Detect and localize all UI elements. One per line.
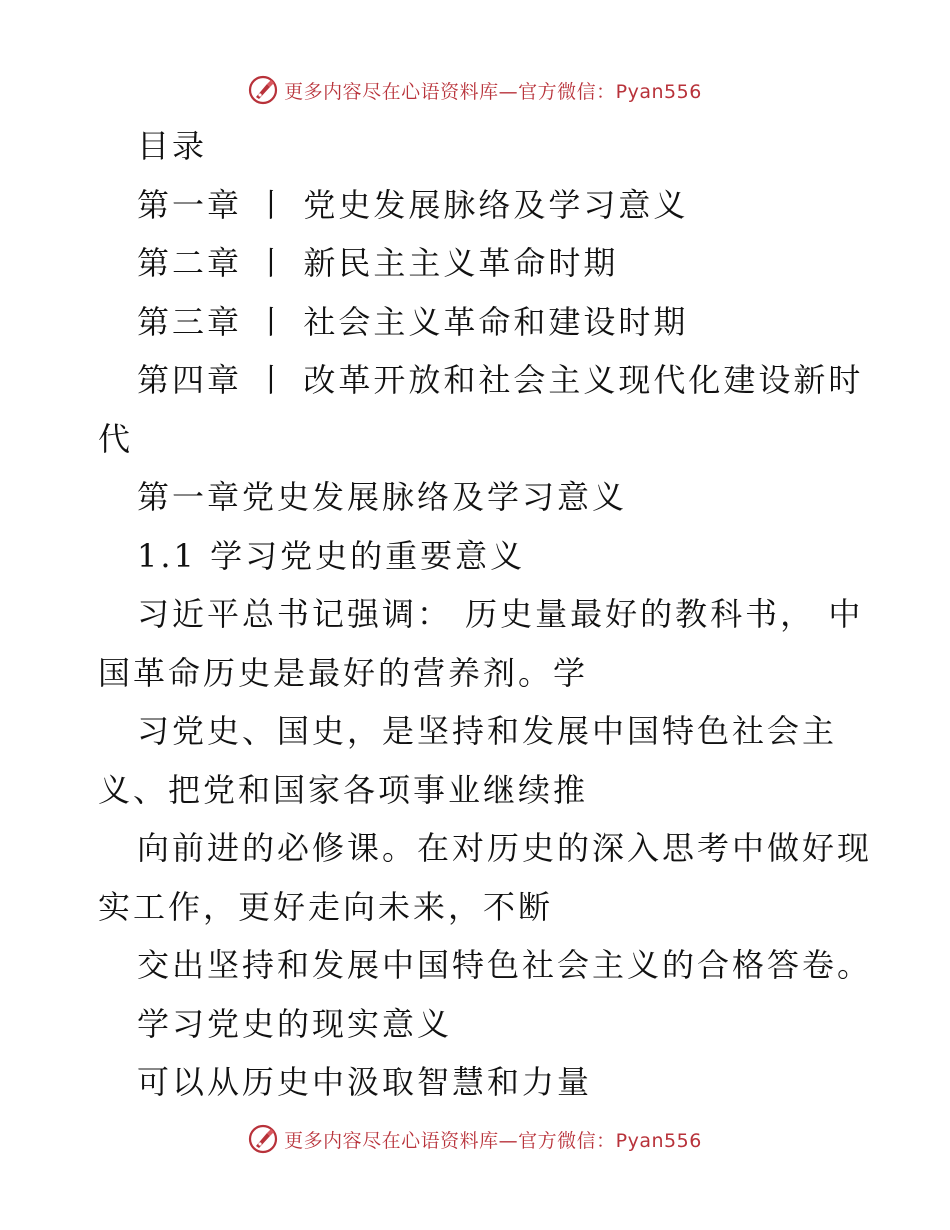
document-line: 交出坚持和发展中国特色社会主义的合格答卷。 — [137, 946, 873, 984]
header-watermark — [0, 72, 950, 108]
pen-nib-logo-icon — [248, 75, 278, 105]
document-line: 第一章党史发展脉络及学习意义 — [137, 478, 628, 516]
document-line: 国革命历史是最好的营养剂。学 — [98, 653, 589, 692]
document-line: 可以从历史中汲取智慧和力量 — [137, 1063, 593, 1101]
document-line: 第二章 丨 新民主主义革命时期 — [137, 244, 619, 282]
document-line: 习近平总书记强调： 历史量最好的教科书， 中 — [137, 595, 864, 633]
document-line: 实工作，更好走向未来，不断 — [98, 887, 554, 926]
document-line: 目录 — [137, 127, 208, 165]
document-line: 第四章 丨 改革开放和社会主义现代化建设新时 — [137, 361, 864, 399]
header-watermark-text: 更多内容尽在心语资料库—官方微信：Pyan556 — [284, 80, 702, 103]
document-line: 1.1 学习党史的重要意义 — [137, 536, 526, 575]
document-line: 第三章 丨 社会主义革命和建设时期 — [137, 302, 689, 341]
document-body — [98, 117, 873, 1112]
document-line: 学习党史的现实意义 — [137, 1004, 453, 1043]
document-line: 第一章 丨 党史发展脉络及学习意义 — [137, 185, 689, 224]
document-line: 义、把党和国家各项事业继续推 — [98, 770, 589, 809]
document-line: 代 — [98, 419, 134, 458]
pen-nib-logo-icon — [248, 1124, 278, 1154]
document-line: 习党史、国史，是坚持和发展中国特色社会主 — [137, 712, 838, 750]
footer-watermark — [0, 1121, 950, 1157]
footer-watermark-text: 更多内容尽在心语资料库—官方微信：Pyan556 — [284, 1129, 702, 1152]
document-line: 向前进的必修课。在对历史的深入思考中做好现 — [137, 829, 873, 867]
